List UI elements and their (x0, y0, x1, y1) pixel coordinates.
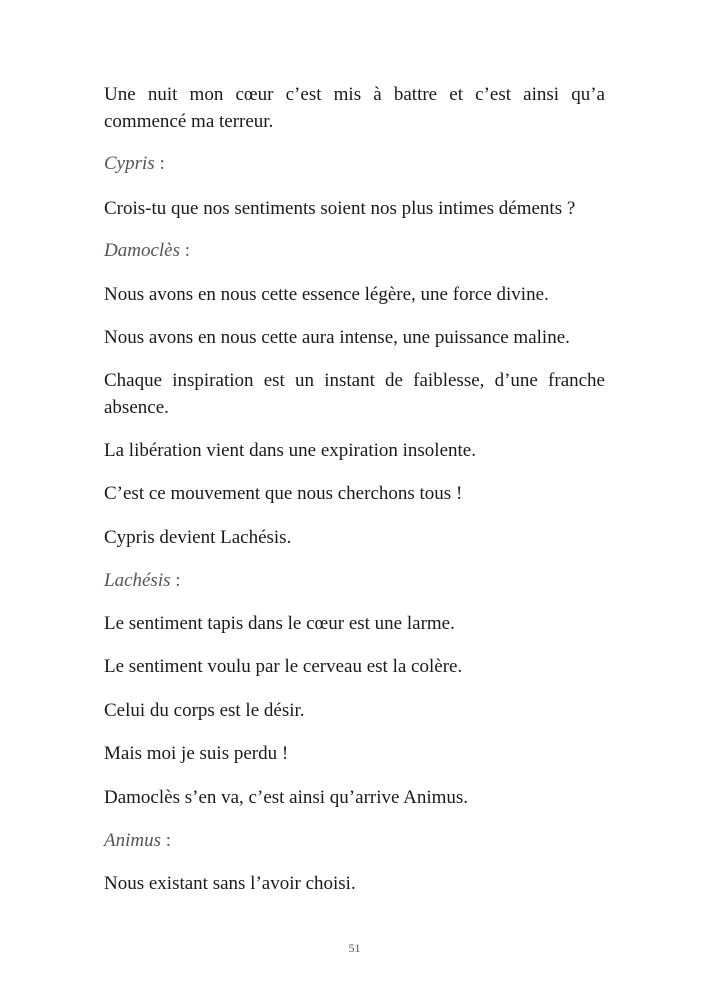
paragraph: Le sentiment tapis dans le cœur est une larme. (104, 613, 455, 634)
paragraph: Nous avons en nous cette aura intense, une puissance maline. (104, 327, 570, 348)
paragraph: Nous avons en nous cette essence légère, une force divine. (104, 284, 549, 305)
paragraph: Une nuit mon cœur c’est mis à battre et c’est ainsi qu’a commencé ma terreur. (104, 84, 605, 132)
paragraph: Le sentiment voulu par le cerveau est la colère. (104, 656, 463, 677)
paragraph: Chaque inspiration est un instant de faiblesse, d’une franche absence. (104, 370, 605, 418)
paragraph: Crois-tu que nos sentiments soient nos plus intimes déments ? (104, 198, 576, 219)
speaker-label (104, 237, 605, 264)
speaker-name: Animus (104, 830, 161, 851)
paragraph: Mais moi je suis perdu ! (104, 743, 289, 764)
paragraph: Damoclès s’en va, c’est ainsi qu’arrive Animus. (104, 787, 469, 808)
speaker-name: Lachésis (104, 570, 171, 591)
paragraph: C’est ce mouvement que nous cherchons tous ! (104, 483, 463, 504)
speaker-label (104, 150, 605, 177)
paragraph: La libération vient dans une expiration insolente. (104, 440, 476, 461)
speaker-colon: : (170, 570, 181, 591)
speaker-label (104, 567, 605, 594)
page-number: 51 (348, 941, 361, 955)
speaker-label (104, 827, 605, 854)
speaker-name: Damoclès (104, 240, 180, 261)
paragraph: Celui du corps est le désir. (104, 700, 305, 721)
speaker-name: Cypris (104, 153, 155, 174)
speaker-colon: : (154, 153, 165, 174)
speaker-colon: : (161, 830, 172, 851)
paragraph: Nous existant sans l’avoir choisi. (104, 873, 356, 894)
speaker-colon: : (179, 240, 191, 261)
paragraph: Cypris devient Lachésis. (104, 527, 292, 548)
